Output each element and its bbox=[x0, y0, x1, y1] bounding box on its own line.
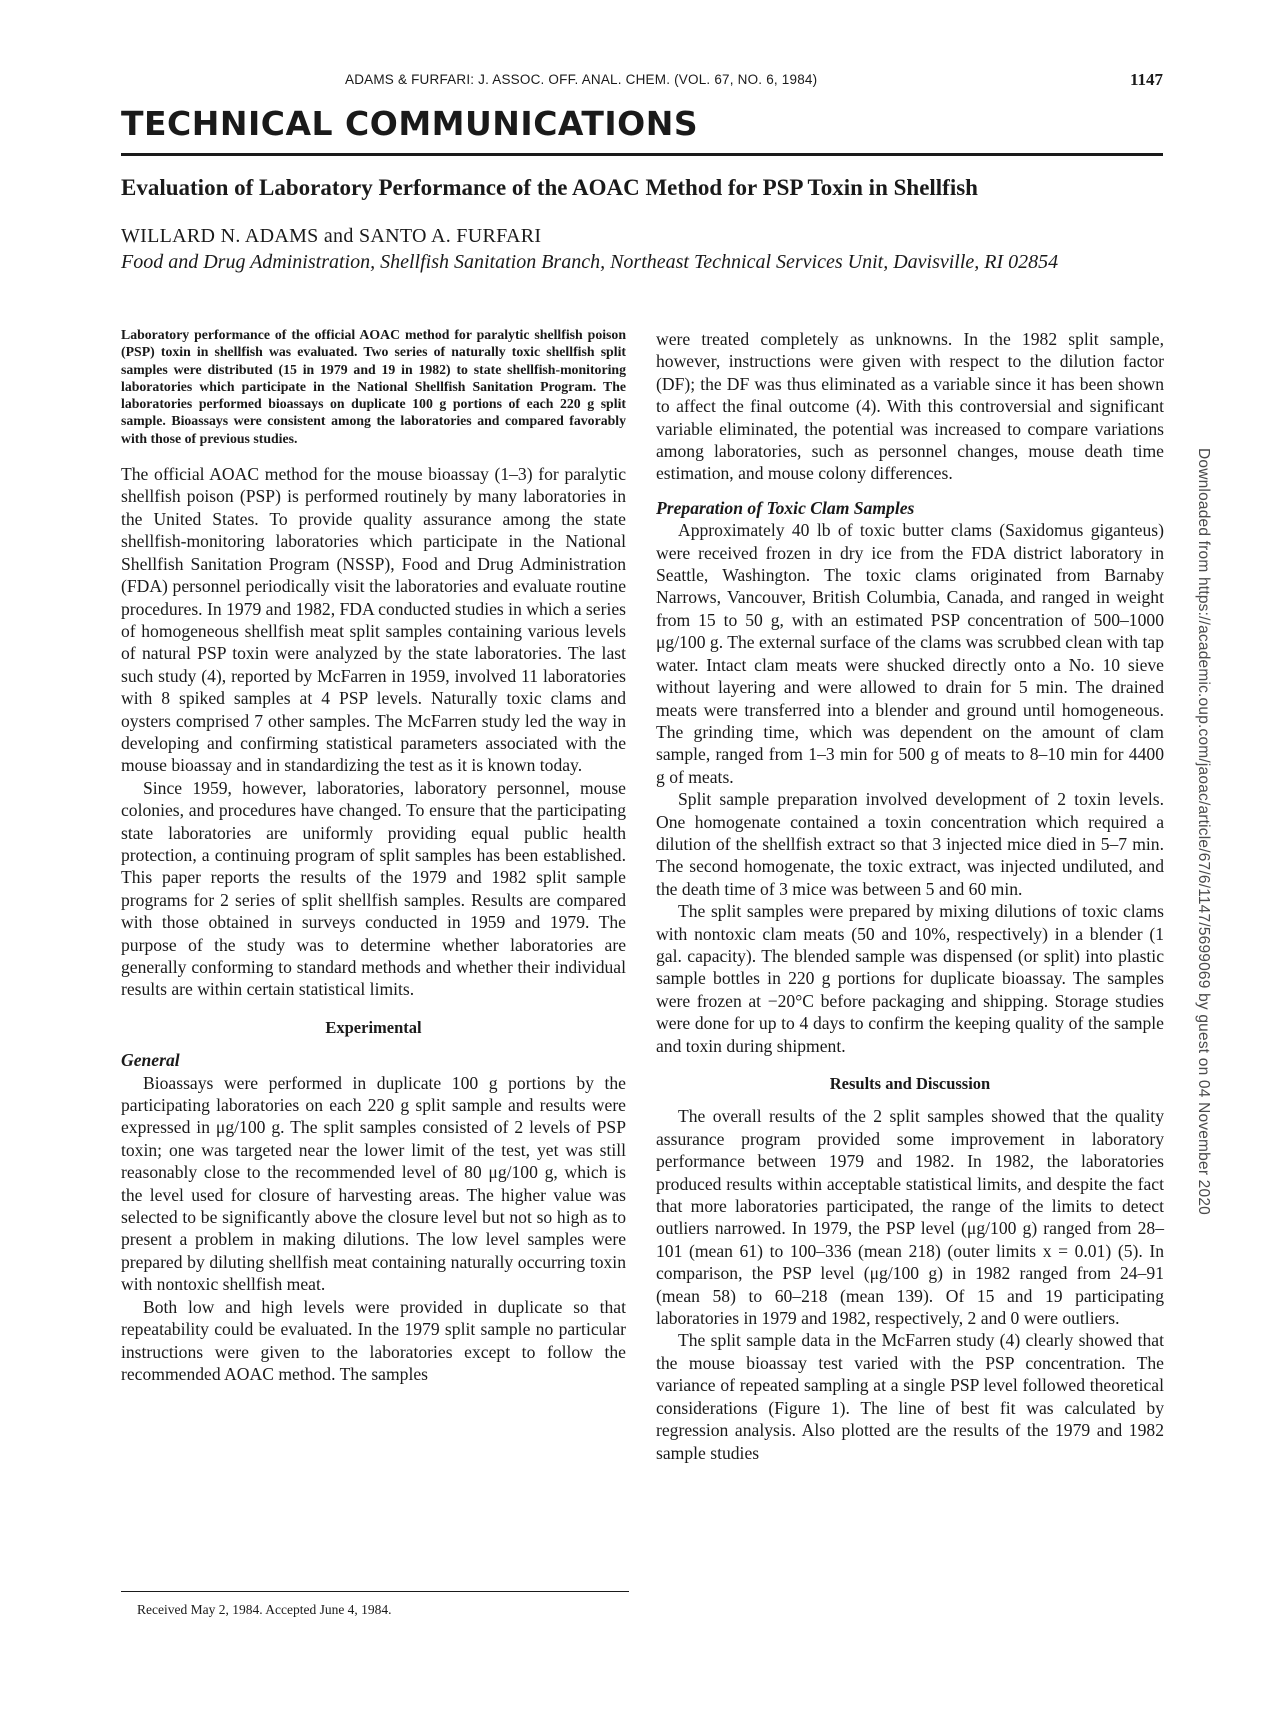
right-column bbox=[656, 328, 1164, 1464]
section-heading-results: Results and Discussion bbox=[829, 1074, 991, 1093]
body-paragraph: Bioassays were performed in duplicate 100 g portions by the participating laboratories on each 220 g split sample and results were expressed in μg/100 g. The split samples consisted of 2 levels of PSP toxin; one was targeted near the lower limit of the test, yet was still reasonably close to the recommended level of 80 μg/100 g, which is the level used for closure of harvesting areas. The higher value was selected to be significantly above the closure level but not so high as to present a problem in making dilutions. The low level samples were prepared by diluting shellfish meat containing naturally occurring toxin with nontoxic shellfish meat. bbox=[121, 1072, 626, 1295]
footnote-rule bbox=[121, 1591, 629, 1592]
abstract: Laboratory performance of the official AOAC method for paralytic shellfish poison (PSP) toxin in shellfish was evaluated. Two series of naturally toxic shellfish split samples were distributed (15 in 1979 and 19 in 1982) to state shellfish-monitoring laboratories which participate in the National Shellfish Sanitation Program. The laboratories performed bioassays on duplicate 100 g portions of each 220 g split sample. Bioassays were consistent among the laboratories and compared favorably with those of previous studies. bbox=[121, 327, 626, 446]
left-column bbox=[121, 326, 626, 1385]
intro-paragraph: The official AOAC method for the mouse bioassay (1–3) for paralytic shellfish poison (PSP) is performed routinely by many laboratories in the United States. To provide quality assurance among the state shellfish-monitoring laboratories which participate in the National Shellfish Sanitation Program (NSSP), Food and Drug Administration (FDA) personnel periodically visit the laboratories and evaluate routine procedures. In 1979 and 1982, FDA conducted studies in which a series of homogeneous shellfish meat split samples containing various levels of natural PSP toxin were analyzed by the state laboratories. The last such study (4), reported by McFarren in 1959, involved 11 laboratories with 8 spiked samples at 4 PSP levels. Naturally toxic clams and oysters comprised 7 other samples. The McFarren study led the way in developing and confirming statistical parameters associated with the mouse bioassay and in standardizing the test as it is known today. bbox=[121, 464, 626, 776]
title-rule bbox=[121, 153, 1163, 156]
subheading-preparation: Preparation of Toxic Clam Samples bbox=[656, 497, 915, 518]
download-watermark: Downloaded from https://academic.oup.com/jaoac/article/67/6/1147/5699069 by guest on 04 November 2020 bbox=[1195, 448, 1212, 1215]
subheading-general: General bbox=[121, 1050, 180, 1071]
body-paragraph: Approximately 40 lb of toxic butter clams (Saxidomus giganteus) were received frozen in dry ice from the FDA district laboratory in Seattle, Washington. The toxic clams originated from Barnaby Narrows, Vancouver, British Columbia, Canada, and ranged in weight from 15 to 50 g, with an estimated PSP concentration of 500–1000 μg/100 g. The external surface of the clams was scrubbed clean with tap water. Intact clam meats were shucked directly onto a No. 10 sieve without layering and were allowed to drain for 5 min. The drained meats were transferred into a blender and ground until homogeneous. The grinding time, which was dependent on the amount of clam sample, ranged from 1–3 min for 500 g of meats to 8–10 min for 4400 g of meats. bbox=[656, 520, 1164, 787]
affiliation: Food and Drug Administration, Shellfish Sanitation Branch, Northeast Technical Services Unit, Davisville, RI 02854 bbox=[121, 251, 1059, 273]
section-heading-experimental: Experimental bbox=[325, 1017, 422, 1037]
body-paragraph: were treated completely as unknowns. In the 1982 split sample, however, instructions were given with respect to the dilution factor (DF); the DF was thus eliminated as a variable since it has been shown to affect the final outcome (4). With this controversial and significant variable eliminated, the potential was increased to compare variations among laboratories, such as personnel changes, mouse death time estimation, and mouse colony differences. bbox=[656, 329, 1164, 484]
article-title: Evaluation of Laboratory Performance of the AOAC Method for PSP Toxin in Shellfish bbox=[121, 175, 978, 200]
body-paragraph: The split samples were prepared by mixing dilutions of toxic clams with nontoxic clam meats (50 and 10%, respectively) in a blender (1 gal. capacity). The blended sample was dispensed (or split) into plastic sample bottles in 220 g portions for duplicate bioassay. The samples were frozen at −20°C before packaging and shipping. Storage studies were done for up to 4 days to confirm the keeping quality of the sample and toxin during shipment. bbox=[656, 901, 1164, 1056]
running-head: ADAMS & FURFARI: J. ASSOC. OFF. ANAL. CHEM. (VOL. 67, NO. 6, 1984) bbox=[345, 72, 818, 87]
section-title: TECHNICAL COMMUNICATIONS bbox=[121, 104, 699, 143]
page-number: 1147 bbox=[1129, 70, 1163, 89]
intro-paragraph: Since 1959, however, laboratories, laboratory personnel, mouse colonies, and procedures have changed. To ensure that the participating state laboratories are uniformly providing equal public health protection, a continuing program of split samples has been established. This paper reports the results of the 1979 and 1982 split sample programs for 2 series of split shellfish samples. Results are compared with those obtained in surveys conducted in 1959 and 1979. The purpose of the study was to determine whether laboratories are generally conforming to standard methods and whether their individual results are within certain statistical limits. bbox=[121, 777, 626, 1000]
body-paragraph: Both low and high levels were provided in duplicate so that repeatability could be evaluated. In the 1979 split sample no particular instructions were given to the laboratories except to follow the recommended AOAC method. The samples bbox=[121, 1296, 626, 1384]
body-paragraph: The split sample data in the McFarren study (4) clearly showed that the mouse bioassay test varied with the PSP concentration. The variance of repeated sampling at a single PSP level followed theoretical considerations (Figure 1). The line of best fit was calculated by regression analysis. Also plotted are the results of the 1979 and 1982 sample studies bbox=[656, 1330, 1164, 1463]
body-paragraph: Split sample preparation involved development of 2 toxin levels. One homogenate contained a toxin concentration which required a dilution of the shellfish extract so that 3 injected mice died in 5–7 min. The second homogenate, the toxic extract, was injected undiluted, and the death time of 3 mice was between 5 and 60 min. bbox=[656, 789, 1164, 899]
authors: WILLARD N. ADAMS and SANTO A. FURFARI bbox=[121, 225, 542, 247]
body-paragraph: The overall results of the 2 split samples showed that the quality assurance program provided some improvement in laboratory performance between 1979 and 1982. In 1982, the laboratories produced results within acceptable statistical limits, and despite the fact that more laboratories participated, the range of the limits to detect outliers narrowed. In 1979, the PSP level (μg/100 g) ranged from 28–101 (mean 61) to 100–336 (mean 218) (outer limits x = 0.01) (5). In comparison, the PSP level (μg/100 g) in 1982 ranged from 24–91 (mean 58) to 60–218 (mean 139). Of 15 and 19 participating laboratories in 1979 and 1982, respectively, 2 and 0 were outliers. bbox=[656, 1106, 1164, 1329]
footnote: Received May 2, 1984. Accepted June 4, 1984. bbox=[137, 1602, 392, 1617]
